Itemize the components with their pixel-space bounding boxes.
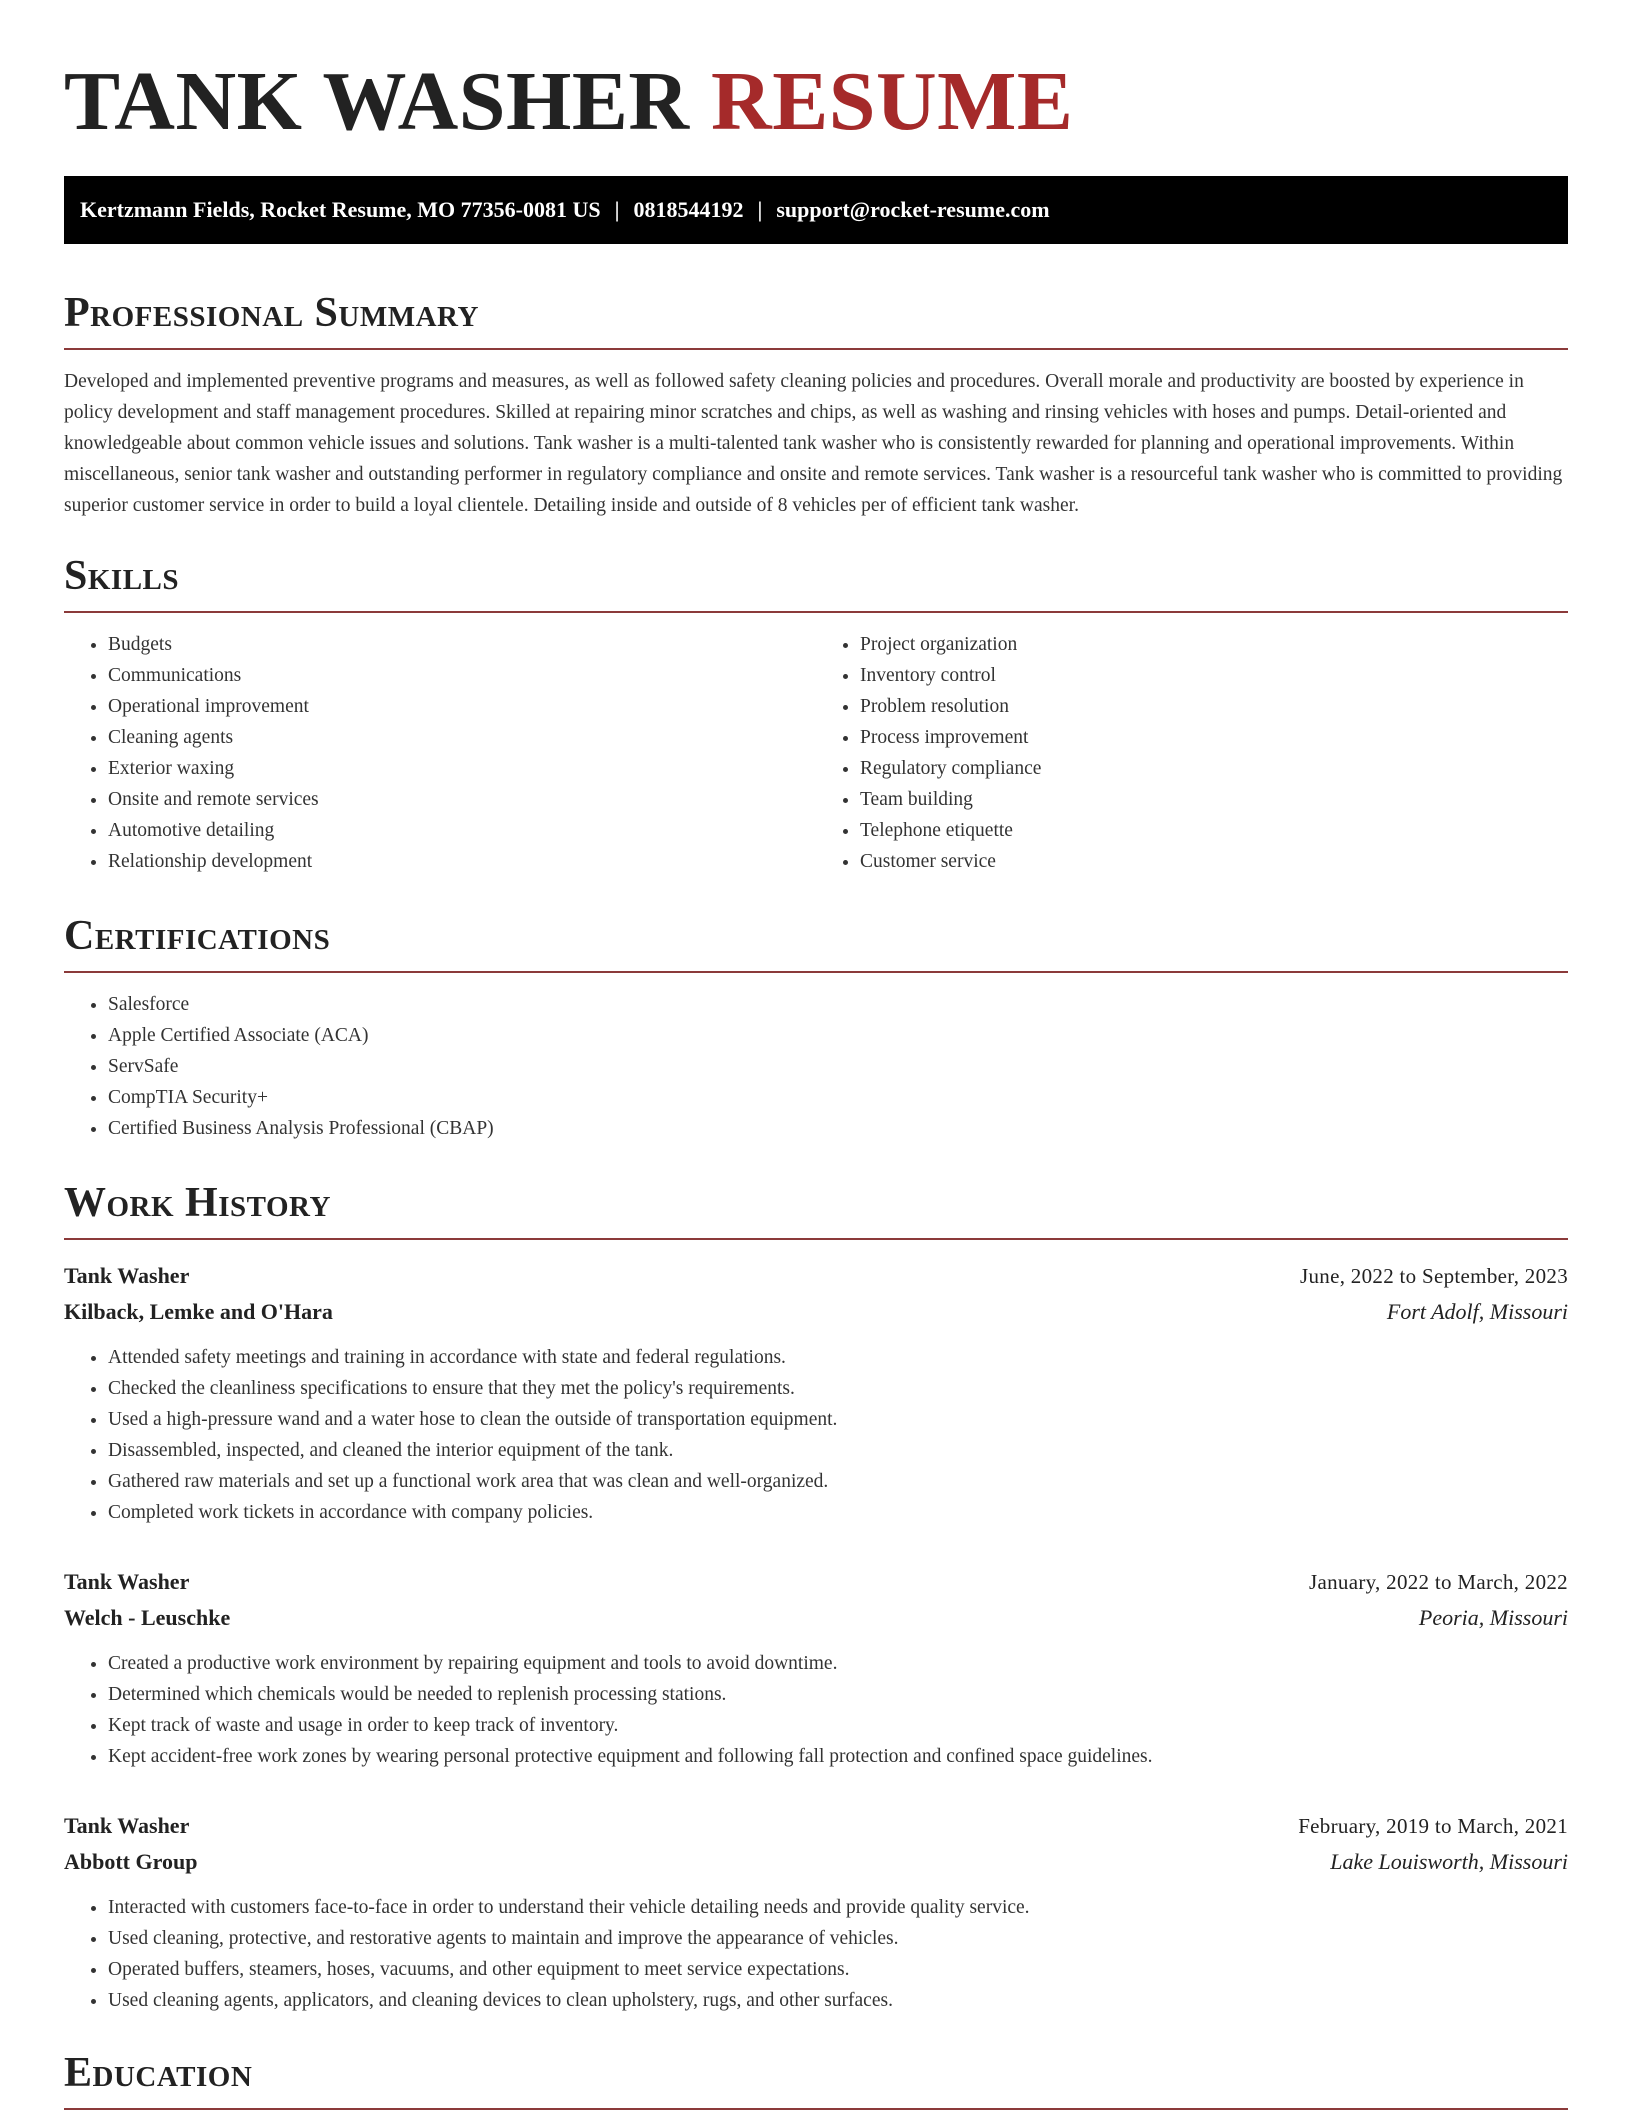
job-company-row [64, 1600, 1568, 1636]
job-duties-list [64, 1648, 1568, 1772]
skill-item: • Relationship development [108, 846, 816, 877]
job-location: Lake Louisworth, Missouri [1330, 1849, 1568, 1874]
skill-item: • Cleaning agents [108, 722, 816, 753]
skill-item: • Communications [108, 660, 816, 691]
skill-item: • Team building [860, 784, 1568, 815]
skills-grid [64, 629, 1568, 877]
certification-item: • Salesforce [108, 989, 1568, 1020]
job-duty: • Interacted with customers face-to-face in order to understand their vehicle detailing needs and provide quality service. [108, 1892, 1568, 1923]
skill-item: • Telephone etiquette [860, 815, 1568, 846]
certification-item: • CompTIA Security+ [108, 1082, 1568, 1113]
contact-separator: | [757, 197, 763, 222]
certification-item: • Certified Business Analysis Professional (CBAP) [108, 1113, 1568, 1144]
skill-item: • Onsite and remote services [108, 784, 816, 815]
skill-item: • Operational improvement [108, 691, 816, 722]
job-duty: • Used a high-pressure wand and a water hose to clean the outside of transportation equipment. [108, 1404, 1568, 1435]
skill-item: • Exterior waxing [108, 753, 816, 784]
job-location: Peoria, Missouri [1418, 1605, 1568, 1630]
skill-item: • Customer service [860, 846, 1568, 877]
job-duties-list [64, 1342, 1568, 1528]
certifications-list [64, 989, 1568, 1144]
skill-item: • Project organization [860, 629, 1568, 660]
job-header-row [64, 1564, 1568, 1600]
contact-phone[interactable]: 0818544192 [633, 197, 744, 222]
job-duty: • Operated buffers, steamers, hoses, vacuums, and other equipment to meet service expectations. [108, 1954, 1568, 1985]
summary-text: Developed and implemented preventive programs and measures, as well as followed safety cleaning policies and procedures. Overall morale and productivity are boosted by experience in policy development and staff management procedures. Skilled at repairing minor scratches and chips, as well as washing and rinsing vehicles with hoses and pumps. Detail-oriented and knowledgeable about common vehicle issues and solutions. Tank washer is a multi-talented tank washer who is consistently rewarded for planning and operational improvements. Within miscellaneous, senior tank washer and outstanding performer in regulatory compliance and onsite and remote services. Tank washer is a resourceful tank washer who is committed to providing superior customer service in order to build a loyal clientele. Detailing inside and outside of 8 vehicles per of efficient tank washer. [64, 371, 1563, 516]
job-dates: February, 2019 to March, 2021 [1298, 1814, 1568, 1838]
job-duty: • Disassembled, inspected, and cleaned the interior equipment of the tank. [108, 1435, 1568, 1466]
job-entry [64, 1808, 1568, 2016]
title-accent: RESUME [711, 55, 1074, 148]
job-dates: June, 2022 to September, 2023 [1300, 1264, 1568, 1288]
contact-email[interactable]: support@rocket-resume.com [776, 197, 1050, 222]
job-header-row [64, 1258, 1568, 1294]
contact-separator: | [614, 197, 620, 222]
job-company-row [64, 1294, 1568, 1330]
skill-item: • Budgets [108, 629, 816, 660]
job-duty: • Created a productive work environment by repairing equipment and tools to avoid downtime. [108, 1648, 1568, 1679]
job-title: Tank Washer [64, 1569, 190, 1594]
job-duty: • Determined which chemicals would be needed to replenish processing stations. [108, 1679, 1568, 1710]
skills-list-left [64, 629, 816, 877]
work-history-heading: Work History [64, 1178, 1568, 1240]
job-dates: January, 2022 to March, 2022 [1309, 1570, 1568, 1594]
job-entry [64, 1258, 1568, 1528]
job-company: Kilback, Lemke and O'Hara [64, 1299, 333, 1324]
summary-heading: Professional Summary [64, 288, 1568, 350]
job-duty: • Checked the cleanliness specifications to ensure that they met the policy's requirements. [108, 1373, 1568, 1404]
job-duties-list [64, 1892, 1568, 2016]
job-title: Tank Washer [64, 1263, 190, 1288]
skills-list-right [816, 629, 1568, 877]
job-company: Welch - Leuschke [64, 1605, 231, 1630]
job-duty: • Kept accident-free work zones by wearing personal protective equipment and following fall protection and confined space guidelines. [108, 1741, 1568, 1772]
skill-item: • Process improvement [860, 722, 1568, 753]
resume-page [64, 0, 1568, 2110]
job-duty: • Kept track of waste and usage in order to keep track of inventory. [108, 1710, 1568, 1741]
job-duty: • Attended safety meetings and training in accordance with state and federal regulations. [108, 1342, 1568, 1373]
contact-address: Kertzmann Fields, Rocket Resume, MO 77356-0081 US [80, 197, 601, 222]
skill-item: • Regulatory compliance [860, 753, 1568, 784]
skill-item: • Automotive detailing [108, 815, 816, 846]
job-duty: • Used cleaning agents, applicators, and cleaning devices to clean upholstery, rugs, and other surfaces. [108, 1985, 1568, 2016]
certification-item: • Apple Certified Associate (ACA) [108, 1020, 1568, 1051]
skill-item: • Inventory control [860, 660, 1568, 691]
job-duty: • Used cleaning, protective, and restorative agents to maintain and improve the appearance of vehicles. [108, 1923, 1568, 1954]
resume-title [64, 0, 1568, 152]
title-main: TANK WASHER [64, 55, 690, 148]
job-location: Fort Adolf, Missouri [1386, 1299, 1568, 1324]
skill-item: • Problem resolution [860, 691, 1568, 722]
job-company: Abbott Group [64, 1849, 198, 1874]
job-header-row [64, 1808, 1568, 1844]
job-duty: • Gathered raw materials and set up a functional work area that was clean and well-organized. [108, 1466, 1568, 1497]
job-company-row [64, 1844, 1568, 1880]
skills-heading: Skills [64, 551, 1568, 613]
education-heading: Education [64, 2048, 1568, 2110]
job-entry [64, 1564, 1568, 1772]
job-title: Tank Washer [64, 1813, 190, 1838]
certification-item: • ServSafe [108, 1051, 1568, 1082]
certifications-heading: Certifications [64, 911, 1568, 973]
contact-bar [64, 176, 1568, 244]
job-duty: • Completed work tickets in accordance with company policies. [108, 1497, 1568, 1528]
